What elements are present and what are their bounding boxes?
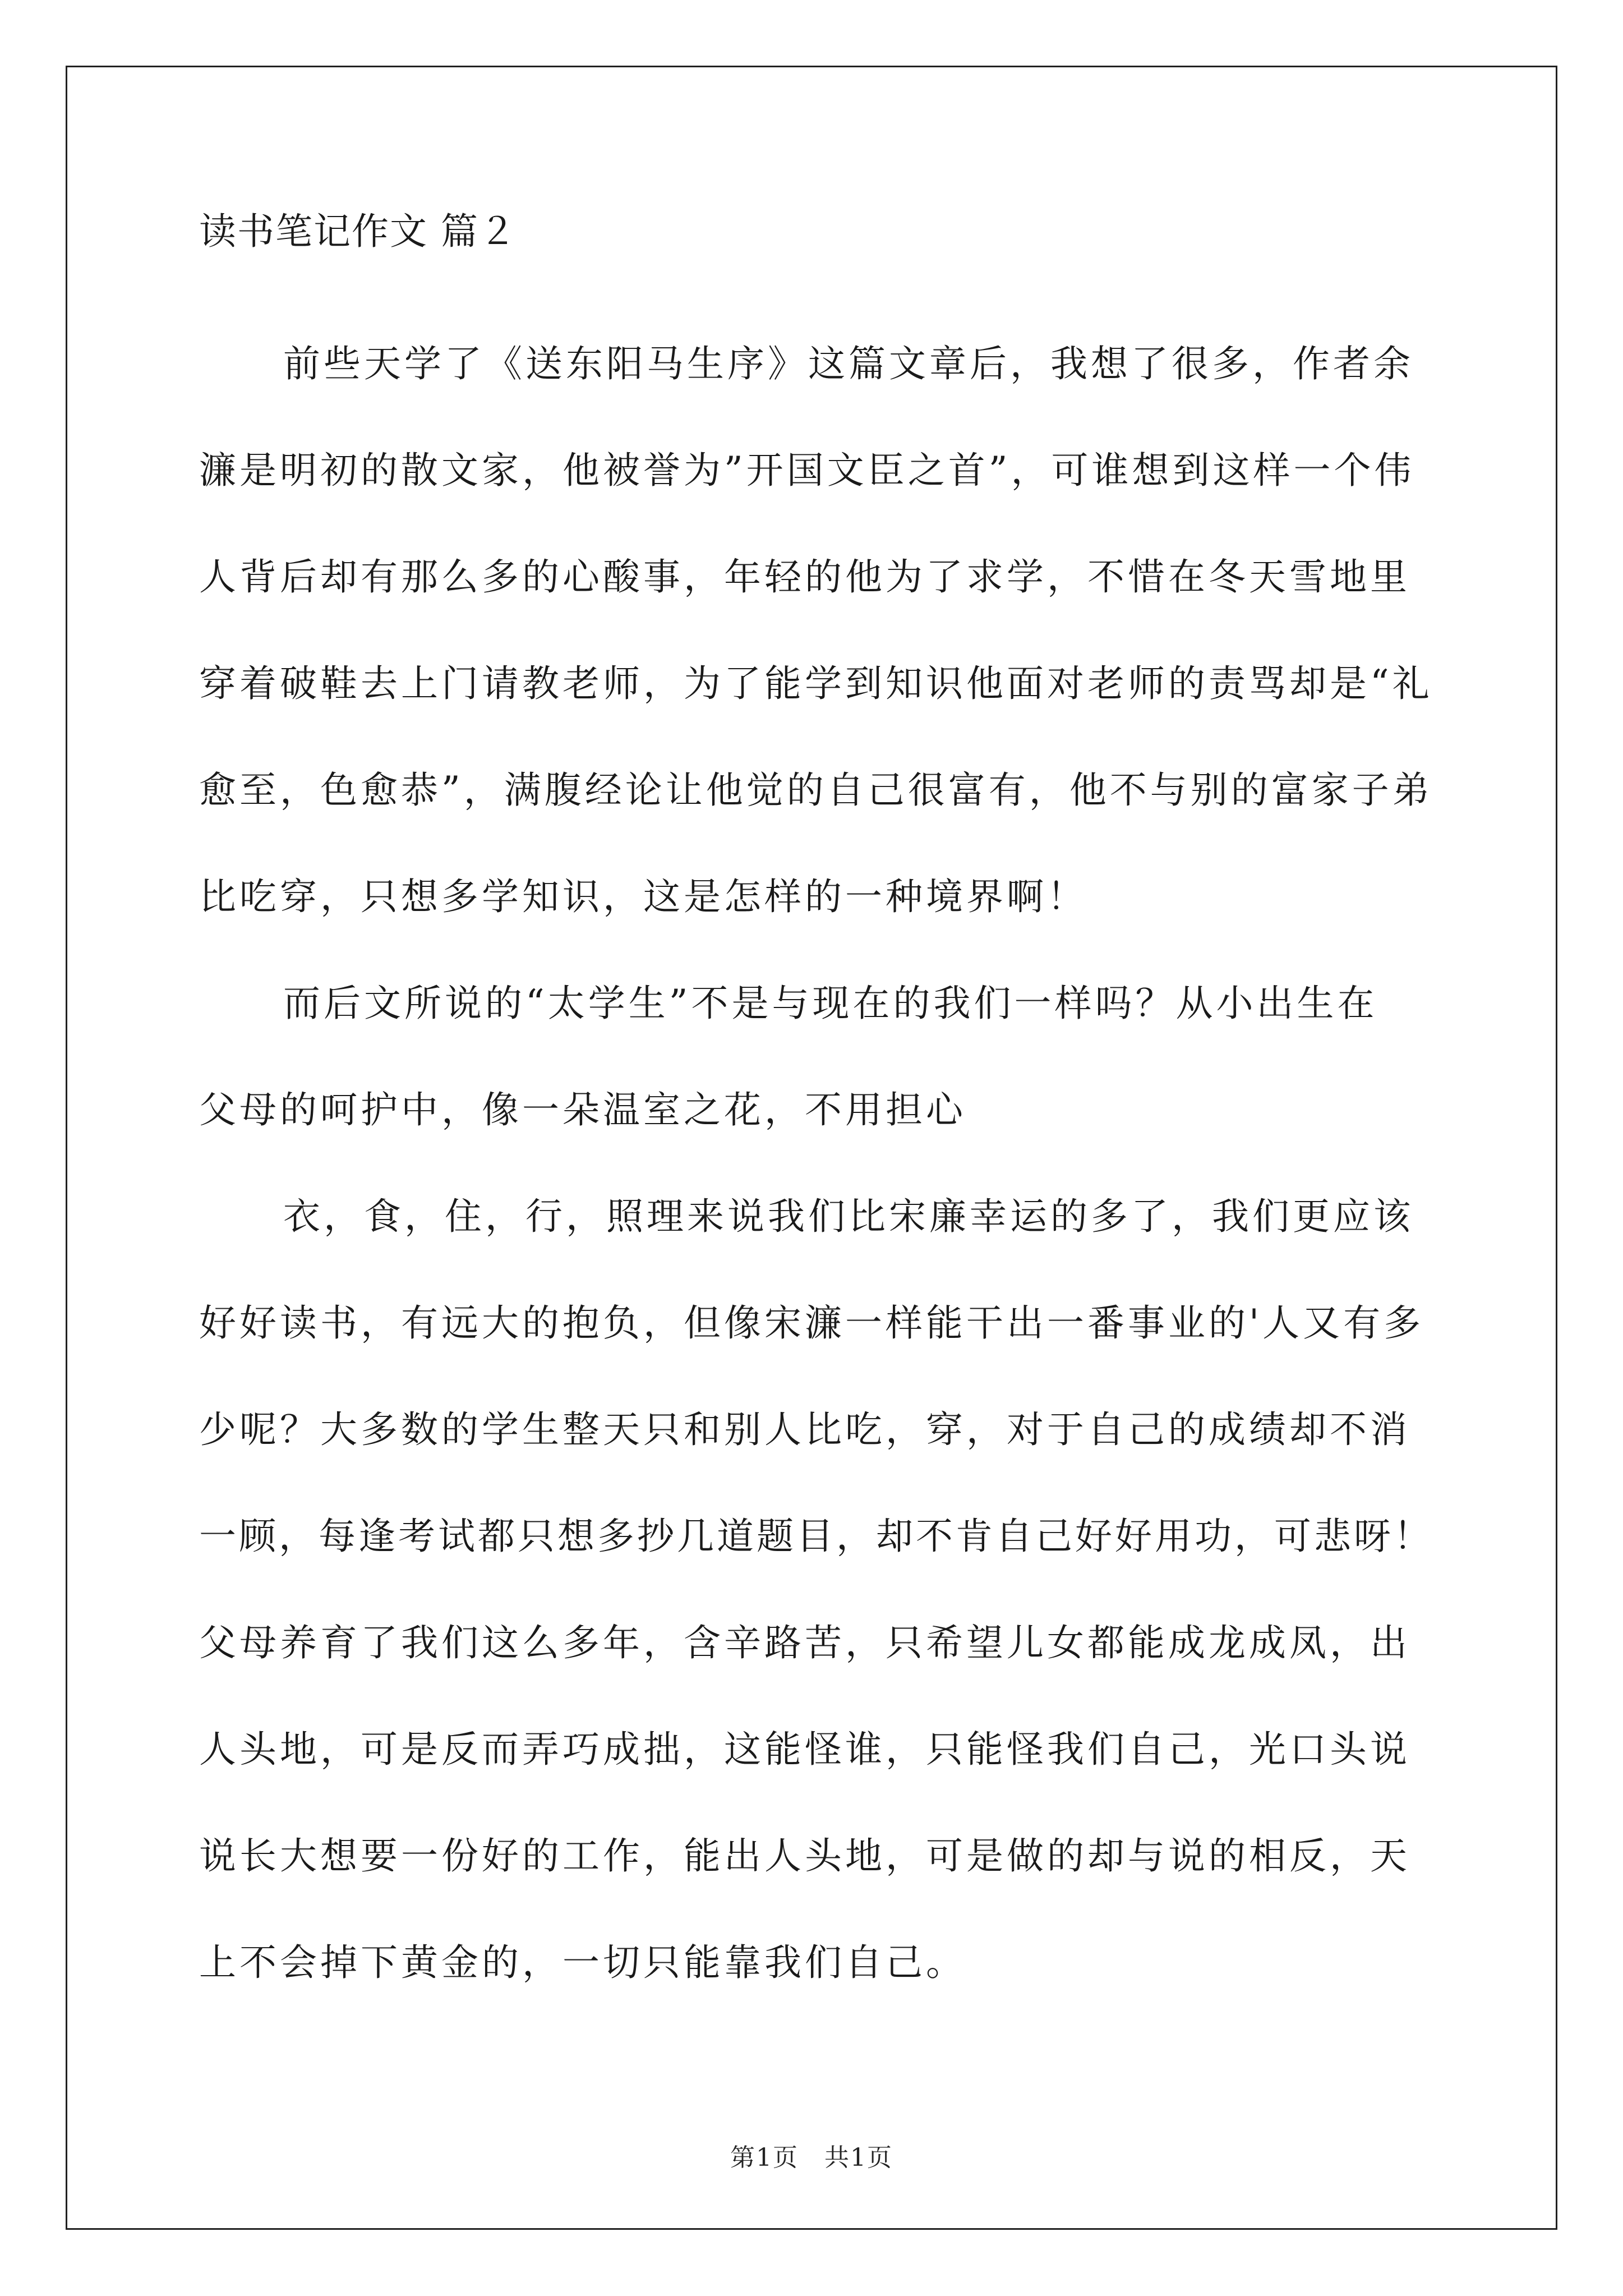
paragraph-line: 上不会掉下黄金的，一切只能靠我们自己。 (199, 1941, 966, 1984)
paragraph-line: 衣，食，住，行，照理来说我们比宋廉幸运的多了，我们更应该 (283, 1195, 1414, 1238)
paragraph-line: 穿着破鞋去上门请教老师，为了能学到知识他面对老师的责骂却是“礼 (199, 662, 1433, 705)
page-footer: 第1页 共1页 (730, 2143, 893, 2172)
paragraph-line: 父母的呵护中，像一朵温室之花，不用担心 (199, 1088, 966, 1131)
paragraph-line: 少呢？大多数的学生整天只和别人比吃，穿，对于自己的成绩却不消 (199, 1408, 1410, 1451)
paragraph-line: 比吃穿，只想多学知识，这是怎样的一种境界啊！ (199, 875, 1087, 918)
paragraph-line: 一顾，每逢考试都只想多抄几道题目，却不肯自己好好用功，可悲呀！ (199, 1515, 1433, 1558)
paragraph-line: 愈至，色愈恭”，满腹经论让他觉的自己很富有，他不与别的富家子弟 (199, 769, 1433, 812)
paragraph-line: 濂是明初的散文家，他被誉为”开国文臣之首”，可谁想到这样一个伟 (199, 449, 1415, 492)
paragraph-line: 好好读书，有远大的抱负，但像宋濂一样能干出一番事业的'人又有多 (199, 1301, 1424, 1345)
document-title: 读书笔记作文 篇２ (199, 210, 517, 253)
paragraph-list (199, 311, 1438, 2016)
paragraph-line: 前些天学了《送东阳马生序》这篇文章后，我想了很多，作者余 (283, 342, 1414, 385)
paragraph-line: 人背后却有那么多的心酸事，年轻的他为了求学，不惜在冬天雪地里 (199, 555, 1410, 599)
paragraph-line: 人头地，可是反而弄巧成拙，这能怪谁，只能怪我们自己，光口头说 (199, 1728, 1410, 1771)
document-body (199, 210, 1438, 2016)
paragraph-line: 父母养育了我们这么多年，含辛路苦，只希望儿女都能成龙成凤，出 (199, 1621, 1410, 1664)
paragraph-line: 而后文所说的“太学生”不是与现在的我们一样吗？从小出生在 (283, 982, 1378, 1025)
paragraph-line: 说长大想要一份好的工作，能出人头地，可是做的却与说的相反，天 (199, 1834, 1410, 1878)
